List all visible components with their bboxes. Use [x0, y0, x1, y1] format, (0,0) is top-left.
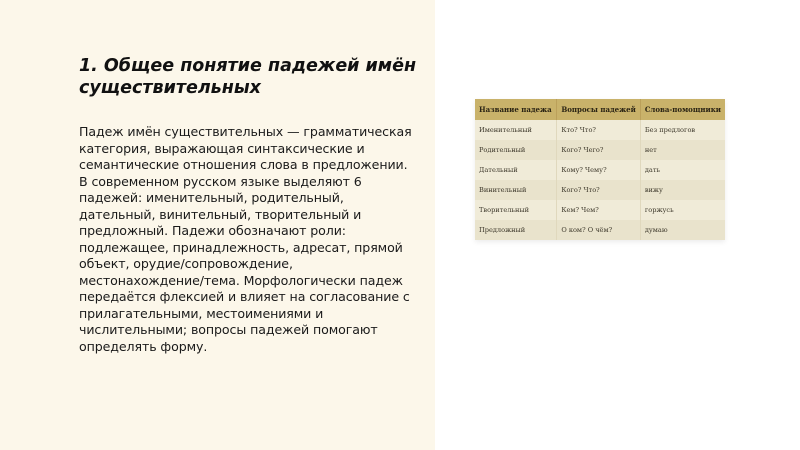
case-question-cell: Кому? Чему? — [557, 160, 640, 180]
case-question-cell: Кто? Что? — [557, 120, 640, 140]
helper-word-cell: горжусь — [640, 200, 725, 220]
cases-table-image — [475, 99, 725, 240]
table-row — [475, 160, 725, 180]
cases-table — [475, 99, 725, 240]
case-name-cell: Родительный — [475, 140, 557, 160]
case-question-cell: О ком? О чём? — [557, 220, 640, 240]
table-header-row — [475, 99, 725, 120]
header-case-questions: Вопросы падежей — [557, 99, 640, 120]
case-name-cell: Дательный — [475, 160, 557, 180]
case-name-cell: Творительный — [475, 200, 557, 220]
header-case-name: Название падежа — [475, 99, 557, 120]
helper-word-cell: вижу — [640, 180, 725, 200]
case-name-cell: Предложный — [475, 220, 557, 240]
helper-word-cell: нет — [640, 140, 725, 160]
helper-word-cell: Без предлогов — [640, 120, 725, 140]
table-row — [475, 140, 725, 160]
case-question-cell: Кого? Что? — [557, 180, 640, 200]
slide-body-text: Падеж имён существительных — грамматическая категория, выражающая синтаксические и семантические отношения слова в предложении. В современном русском языке выделяют 6 падежей: именительный, родительный, дательный, винительный, творительный и предложный. Падежи обозначают роли: подлежащее, принадлежность, адресат, прямой объект, орудие/сопровождение, местонахождение/тема. Морфологически падеж передаётся флексией и влияет на согласование с прилагательными, местоимениями и числительными; вопросы падежей помогают определять форму. — [79, 124, 412, 354]
header-helper-words: Слова-помощники — [640, 99, 725, 120]
table-row — [475, 180, 725, 200]
case-name-cell: Винительный — [475, 180, 557, 200]
helper-word-cell: дать — [640, 160, 725, 180]
helper-word-cell: думаю — [640, 220, 725, 240]
table-row — [475, 120, 725, 140]
table-row — [475, 200, 725, 220]
slide-title: 1. Общее понятие падежей имён существительных — [79, 56, 417, 98]
case-question-cell: Кого? Чего? — [557, 140, 640, 160]
table-row — [475, 220, 725, 240]
case-question-cell: Кем? Чем? — [557, 200, 640, 220]
case-name-cell: Именительный — [475, 120, 557, 140]
